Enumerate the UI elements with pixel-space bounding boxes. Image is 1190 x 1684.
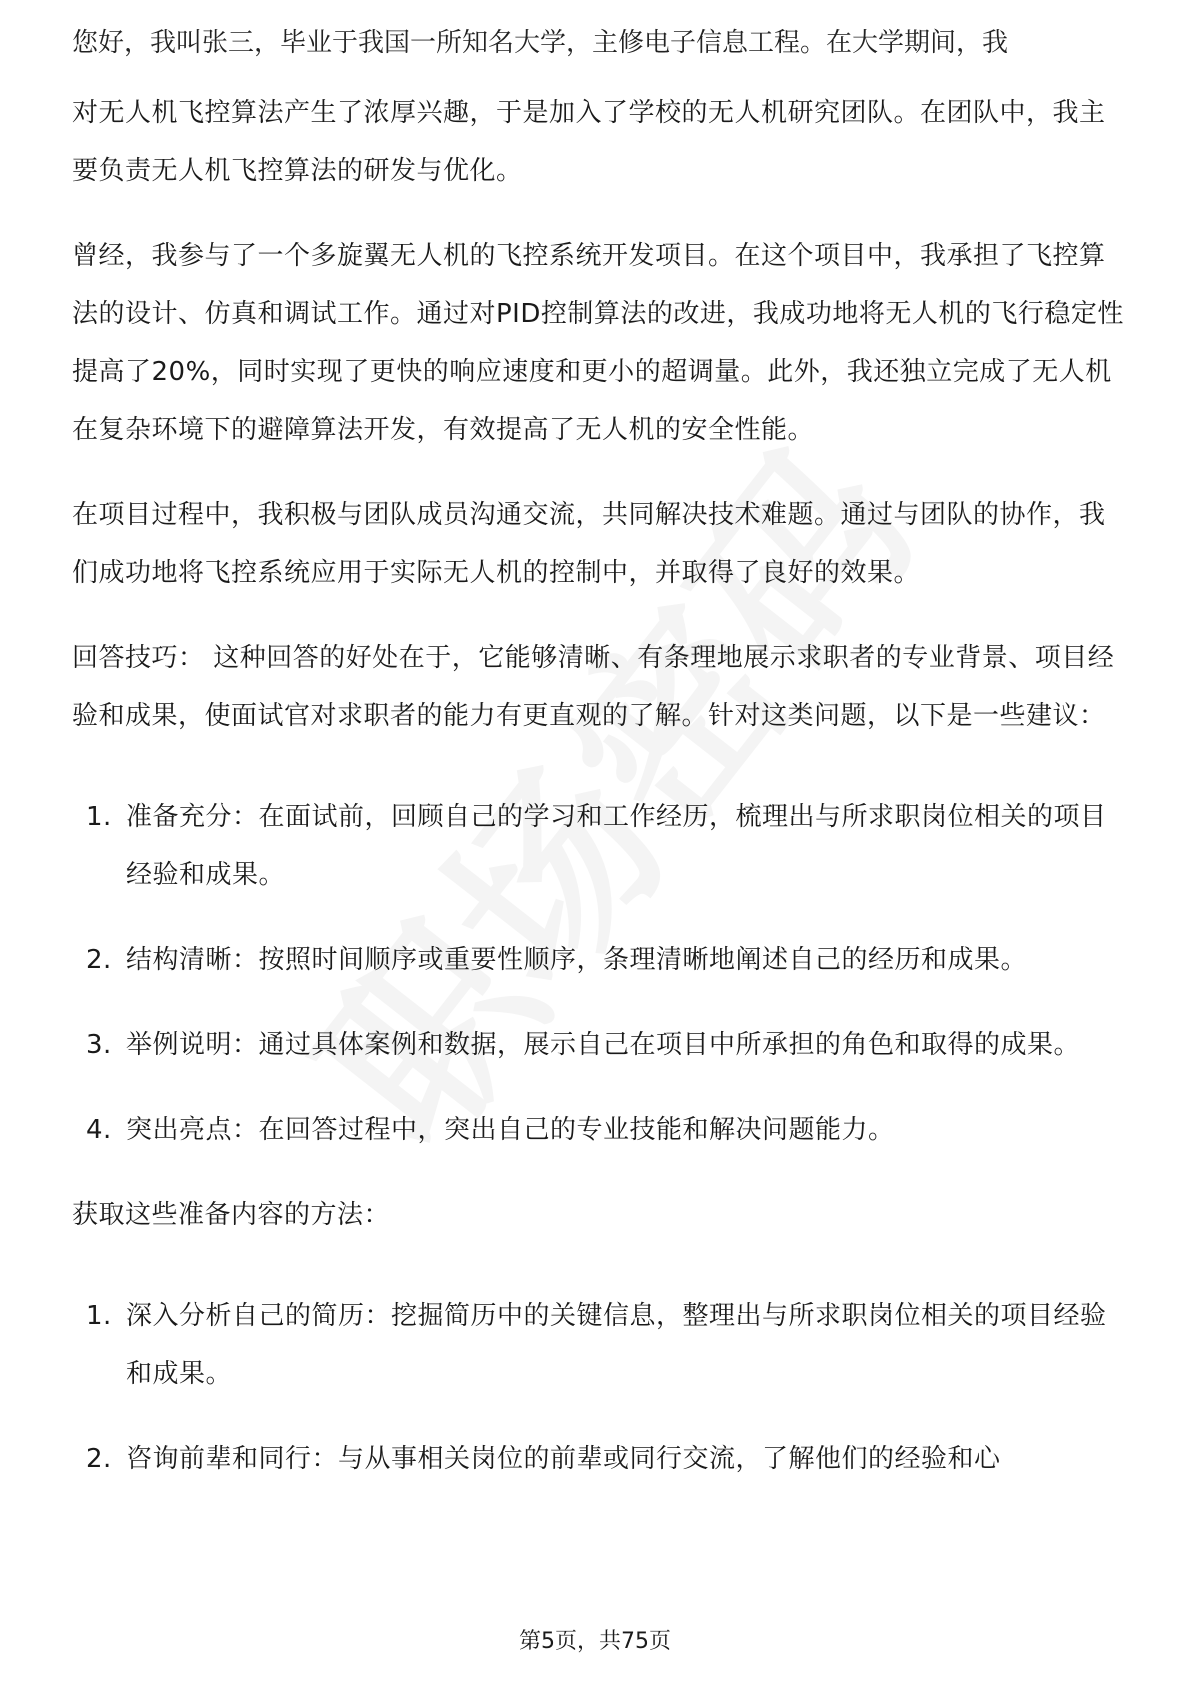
list-item xyxy=(72,1430,1124,1488)
list-text: 结构清晰：按照时间顺序或重要性顺序，条理清晰地阐述自己的经历和成果。 xyxy=(126,945,1028,975)
list-number: 2. xyxy=(86,1444,112,1474)
tips-intro-paragraph: 回答技巧： 这种回答的好处在于，它能够清晰、有条理地展示求职者的专业背景、项目经验和成果，使面试官对求职者的能力有更直观的了解。针对这类问题，以下是一些建议： xyxy=(72,643,1115,731)
list-item xyxy=(72,931,1124,989)
methods-list xyxy=(72,1287,1124,1488)
list-number: 1. xyxy=(86,802,112,832)
list-number: 1. xyxy=(86,1301,112,1331)
list-number: 3. xyxy=(86,1030,112,1060)
list-number: 4. xyxy=(86,1115,112,1145)
list-item xyxy=(72,788,1124,904)
list-text: 准备充分：在面试前，回顾自己的学习和工作经历，梳理出与所求职岗位相关的项目经验和成果。 xyxy=(126,802,1107,890)
list-item xyxy=(72,1016,1124,1074)
list-number: 2. xyxy=(86,945,112,975)
project-paragraph: 曾经，我参与了一个多旋翼无人机的飞控系统开发项目。在这个项目中，我承担了飞控算法的设计、仿真和调试工作。通过对PID控制算法的改进，我成功地将无人机的飞行稳定性提高了20%，同时实现了更快的响应速度和更小的超调量。此外，我还独立完成了无人机在复杂环境下的避障算法开发，有效提高了无人机的安全性能。 xyxy=(72,241,1124,445)
list-text: 举例说明：通过具体案例和数据，展示自己在项目中所承担的角色和取得的成果。 xyxy=(126,1030,1081,1060)
tips-list xyxy=(72,788,1124,1159)
page-footer: 第5页，共75页 xyxy=(519,1629,671,1654)
methods-heading: 获取这些准备内容的方法： xyxy=(72,1200,391,1230)
cut-off-line: 您好，我叫张三，毕业于我国一所知名大学，主修电子信息工程。在大学期间，我 xyxy=(72,28,1009,58)
teamwork-paragraph: 在项目过程中，我积极与团队成员沟通交流，共同解决技术难题。通过与团队的协作，我们成功地将飞控系统应用于实际无人机的控制中，并取得了良好的效果。 xyxy=(72,500,1106,588)
list-item xyxy=(72,1101,1124,1159)
list-text: 深入分析自己的简历：挖掘简历中的关键信息，整理出与所求职岗位相关的项目经验和成果。 xyxy=(126,1301,1107,1389)
intro-paragraph: 对无人机飞控算法产生了浓厚兴趣，于是加入了学校的无人机研究团队。在团队中，我主要负责无人机飞控算法的研发与优化。 xyxy=(72,98,1106,186)
list-item xyxy=(72,1287,1124,1403)
main-content xyxy=(72,84,1124,1515)
list-text: 突出亮点：在回答过程中，突出自己的专业技能和解决问题能力。 xyxy=(126,1115,895,1145)
list-text: 咨询前辈和同行：与从事相关岗位的前辈或同行交流，了解他们的经验和心 xyxy=(126,1444,1001,1474)
